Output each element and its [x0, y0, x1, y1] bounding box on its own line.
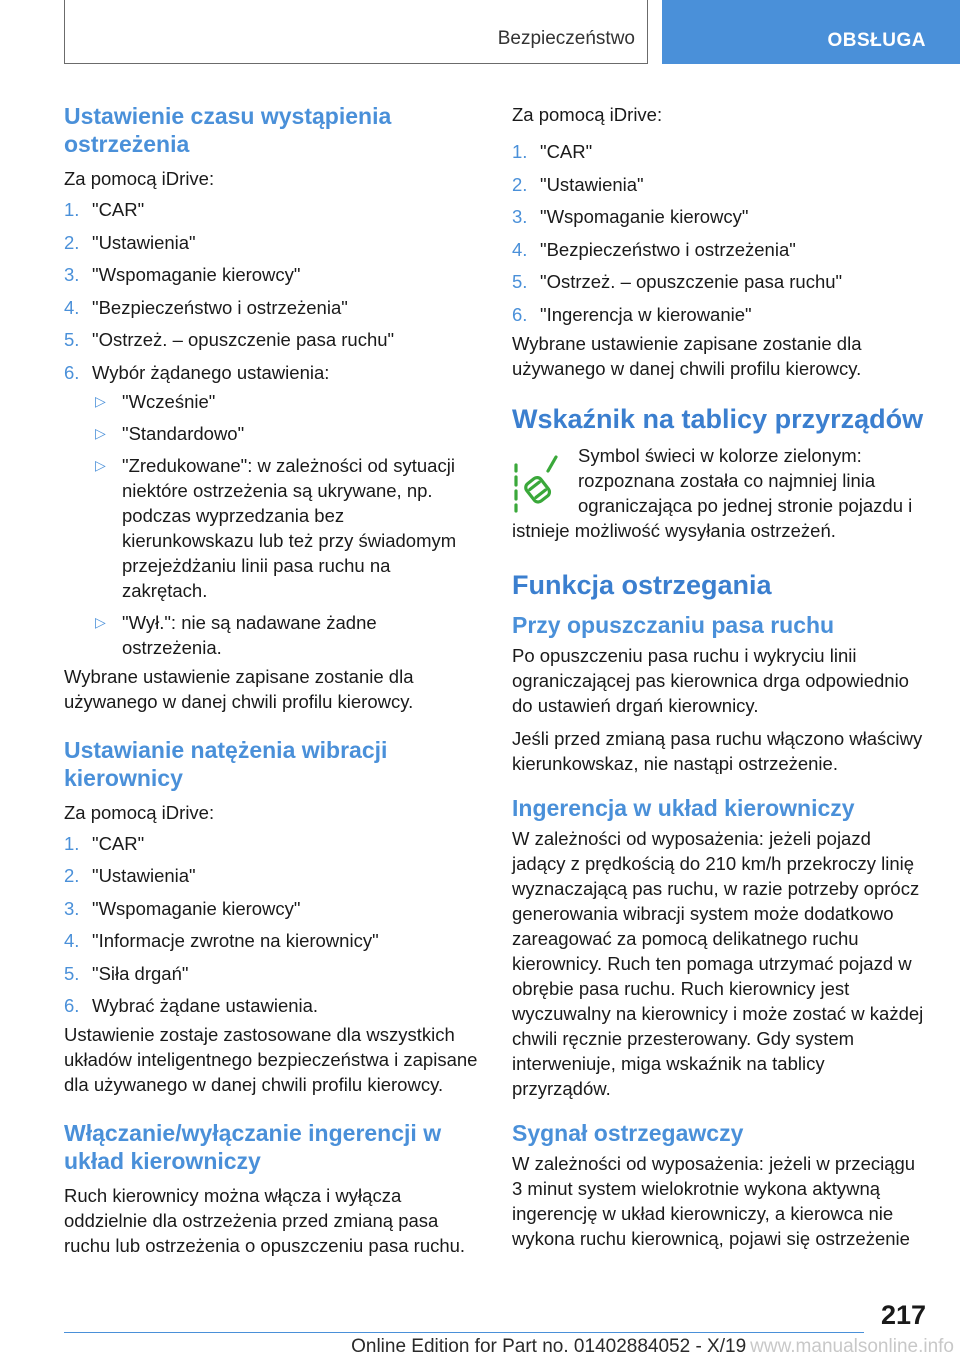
step-number: 6.	[64, 361, 80, 383]
step-number: 1.	[64, 832, 80, 854]
step-text: "CAR"	[540, 141, 593, 162]
list-item	[64, 896, 478, 921]
triangle-bullet-icon: ▷	[95, 613, 106, 630]
chapter-tab[interactable]	[662, 0, 960, 64]
list-item	[64, 831, 478, 856]
heading-warning-signal: Sygnał ostrzegawczy	[512, 1119, 744, 1146]
list-item	[64, 197, 478, 222]
step-text: "Ostrzeż. – opuszczenie pasa ruchu"	[92, 329, 395, 350]
step-text: "Siła drgań"	[92, 962, 189, 984]
step-text: "Bezpieczeństwo i ostrzeżenia"	[92, 296, 348, 318]
heading-warning-time: Ustawienie czasu wystąpienia ostrzeżenia	[64, 103, 392, 157]
steps-list	[512, 139, 928, 327]
step-number: 5.	[64, 962, 80, 984]
steering-intervention-text: W zależności od wyposażenia: jeżeli pojazd jadący z prędkością do 210 km/h przekroczy linię wyznaczającą pas ruchu, w razie potrzeby oprócz generowania wibracji system może dodatkowo zareagować za pomocą delikatnego ruchu kierownicy. Ruch ten pomaga utrzymać pojazd w obrębie pasa ruchu. Ruch kierownicy jest wyczuwalny na kierownicy i może zostać w każdej chwili ręcznie przesterowany. Gdy system interweniuje, miga wskaźnik na tablicy przyrządów.	[512, 827, 924, 1099]
applied-settings-note: Ustawienie zostaje zastosowane dla wszystkich układów inteligentnego bezpieczeństwa i zapisane dla używanego w danej chwili profilu kierowcy.	[64, 1024, 478, 1095]
step-number: 3.	[512, 206, 528, 227]
right-column	[512, 102, 928, 1251]
list-item	[64, 421, 478, 446]
step-text: "Ustawienia"	[540, 173, 644, 195]
section-title-box	[64, 0, 648, 64]
step-text: "Ustawienia"	[92, 231, 196, 253]
heading-warning-function: Funkcja ostrzegania	[512, 569, 772, 600]
step-number: 1.	[64, 199, 80, 220]
step-text: "Wspomaganie kierowcy"	[540, 206, 749, 227]
step-text: Wybór żądanego ustawienia:	[92, 361, 330, 383]
edition-text: Online Edition for Part no. 01402884052 - X/19	[351, 1336, 747, 1357]
indicator-description	[512, 443, 928, 543]
heading-lane-departure: Przy opuszczaniu pasa ruchu	[512, 611, 835, 638]
list-item	[64, 360, 478, 385]
step-number: 2.	[512, 173, 528, 195]
saved-profile-note: Wybrane ustawienie zapisane zostanie dla używanego w danej chwili profilu kierowcy.	[512, 332, 862, 379]
list-item	[64, 453, 478, 603]
step-text: "CAR"	[92, 832, 145, 854]
step-number: 2.	[64, 865, 80, 886]
step-number: 2.	[64, 231, 80, 253]
chapter-tab-label: OBSŁUGA	[827, 30, 926, 51]
watermark: www.manualsonline.info	[750, 1336, 954, 1357]
list-item	[64, 928, 478, 953]
steering-toggle-text: Ruch kierownicy można włącza i wyłącza oddzielnie dla ostrzeżenia przed zmianą pasa ruchu lub ostrzeżenia o opuszczeniu pasa ruchu.	[64, 1185, 466, 1256]
list-item	[64, 993, 478, 1018]
step-text: "Ostrzeż. – opuszczenie pasa ruchu"	[540, 271, 843, 292]
list-item	[64, 961, 478, 986]
triangle-bullet-icon: ▷	[95, 392, 106, 409]
step-number: 5.	[64, 329, 80, 350]
step-text: "Bezpieczeństwo i ostrzeżenia"	[540, 238, 796, 260]
step-number: 4.	[64, 296, 80, 318]
step-number: 3.	[64, 897, 80, 919]
step-text: "Ingerencja w kierowanie"	[540, 303, 752, 325]
list-item	[64, 327, 478, 352]
saved-profile-note: Wybrane ustawienie zapisane zostanie dla używanego w danej chwili profilu kierowcy.	[64, 665, 414, 712]
idrive-intro: Za pomocą iDrive:	[64, 801, 215, 823]
step-text: "CAR"	[92, 199, 145, 220]
step-number: 4.	[512, 238, 528, 260]
list-item	[512, 172, 928, 197]
step-number: 3.	[64, 264, 80, 285]
list-item	[64, 262, 478, 287]
footer-divider	[64, 1332, 864, 1333]
list-item	[64, 863, 478, 888]
step-number: 6.	[512, 303, 528, 325]
lane-departure-icon	[512, 451, 562, 513]
step-number: 6.	[64, 995, 80, 1016]
step-text: "Wspomaganie kierowcy"	[92, 897, 301, 919]
list-item	[64, 610, 478, 660]
option-text: "Wcześnie"	[122, 390, 216, 412]
option-text: "Standardowo"	[122, 422, 245, 444]
page-header	[0, 0, 960, 68]
idrive-intro: Za pomocą iDrive:	[64, 168, 215, 189]
step-number: 4.	[64, 930, 80, 951]
list-item	[512, 302, 928, 327]
section-title: Bezpieczeństwo	[497, 28, 635, 49]
list-item	[64, 389, 478, 414]
heading-steering-intervention-toggle: Włączanie/wyłączanie ingerencji w układ kierowniczy	[64, 1120, 442, 1174]
turn-signal-text: Jeśli przed zmianą pasa ruchu włączono właściwy kierunkowskaz, nie nastąpi ostrzeżenie.	[512, 727, 923, 774]
list-item	[512, 139, 928, 164]
option-text: "Zredukowane": w zależności od sytuacji niektóre ostrzeżenia są ukrywane, np. podczas wyprzedzania bez kierunkowskazu lub też przy świadomym przejeżdżaniu linii pasa ruchu na zakrętach.	[122, 454, 457, 601]
steps-list	[64, 831, 478, 1019]
left-column	[64, 102, 478, 1258]
step-text: "Wspomaganie kierowcy"	[92, 264, 301, 285]
triangle-bullet-icon: ▷	[95, 456, 106, 473]
heading-steering-intervention: Ingerencja w układ kierowniczy	[512, 794, 855, 821]
list-item	[512, 204, 928, 229]
list-item	[64, 295, 478, 320]
step-number: 5.	[512, 271, 528, 292]
lane-departure-text: Po opuszczeniu pasa ruchu i wykryciu linii ograniczającej pas kierownica drga odpowiednio do ustawień drgań kierownicy.	[512, 644, 909, 716]
list-item	[512, 237, 928, 262]
list-item	[512, 269, 928, 294]
triangle-bullet-icon: ▷	[95, 424, 106, 441]
step-text: Wybrać żądane ustawienia.	[92, 995, 319, 1016]
heading-vibration-strength: Ustawianie natężenia wibracji kierownicy	[64, 736, 388, 791]
page-number: 217	[880, 1300, 926, 1330]
page-footer	[0, 1336, 960, 1358]
step-text: "Ustawienia"	[92, 865, 196, 886]
steps-list	[64, 197, 478, 385]
idrive-intro: Za pomocą iDrive:	[512, 104, 663, 125]
indicator-text: Symbol świeci w kolorze zielonym: rozpoznana została co najmniej linia ograniczająca po jednej stronie pojazdu i istnieje możliwość wysyłania ostrzeżeń.	[512, 444, 913, 541]
list-item	[64, 230, 478, 255]
warning-signal-text: W zależności od wyposażenia: jeżeli w przeciągu 3 minut system wielokrotnie wykona aktywną ingerencję w układ kierowniczy, a kierowca nie wykona ruchu kierownicą, pojawi się ostrzeżenie	[512, 1152, 916, 1249]
option-text: "Wył.": nie są nadawane żadne ostrzeżenia.	[122, 611, 377, 658]
heading-cluster-indicator: Wskaźnik na tablicy przyrządów	[512, 403, 924, 434]
step-text: "Informacje zwrotne na kierownicy"	[92, 930, 379, 951]
options-list	[64, 389, 478, 660]
step-number: 1.	[512, 141, 528, 162]
